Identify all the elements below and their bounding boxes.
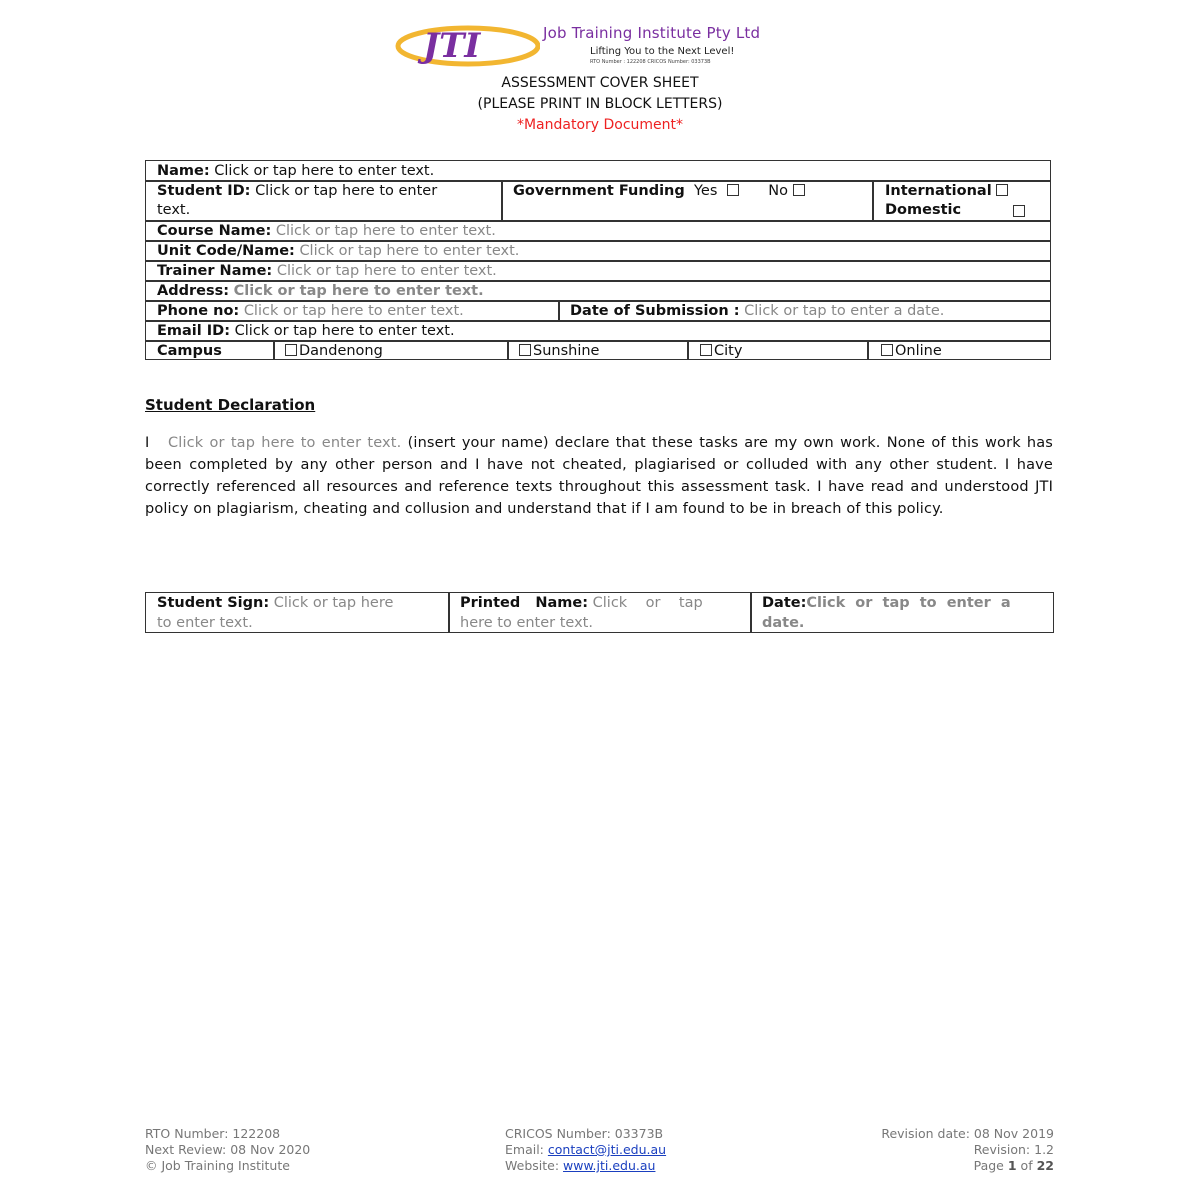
printed-name-cell	[460, 594, 703, 612]
organisation-tagline: Lifting You to the Next Level!	[590, 46, 735, 57]
page-prefix: Page	[973, 1158, 1004, 1173]
student-sign-label: Student Sign:	[157, 595, 270, 611]
government-funding-cell	[513, 182, 807, 200]
email-row	[157, 322, 455, 340]
unit-row	[157, 242, 519, 260]
campus-online-label: Online	[895, 343, 942, 359]
address-row	[157, 282, 484, 300]
footer-right	[881, 1126, 1054, 1174]
submission-date-cell	[570, 302, 944, 320]
footer-cricos-number: CRICOS Number: 03373B	[505, 1126, 664, 1141]
table-rule	[273, 340, 275, 360]
international-checkbox[interactable]	[996, 184, 1008, 196]
unit-code-field[interactable]: Click or tap here to enter text.	[299, 243, 520, 259]
campus-city-checkbox[interactable]	[700, 344, 712, 356]
phone-field[interactable]: Click or tap here to enter text.	[243, 303, 464, 319]
footer-email-label: Email:	[505, 1142, 544, 1157]
campus-online-checkbox[interactable]	[881, 344, 893, 356]
table-rule	[867, 340, 869, 360]
organisation-numbers: RTO Number : 122208 CRICOS Number: 03373B	[590, 59, 711, 65]
document-title: ASSESSMENT COVER SHEET	[501, 75, 699, 91]
mandatory-notice: *Mandatory Document*	[516, 117, 684, 133]
footer-rto-number: RTO Number: 122208	[145, 1126, 281, 1141]
domestic-checkbox[interactable]	[1013, 205, 1025, 217]
page-of: of	[1020, 1158, 1033, 1173]
logo-text: JTI	[423, 26, 481, 66]
phone-label: Phone no:	[157, 303, 240, 319]
funding-no-label: No	[768, 183, 788, 199]
footer-website-link[interactable]: www.jti.edu.au	[563, 1158, 656, 1173]
page-current: 1	[1007, 1158, 1017, 1173]
trainer-name-field[interactable]: Click or tap here to enter text.	[276, 263, 497, 279]
signature-date-field-cont[interactable]: date.	[762, 615, 805, 631]
footer-copyright: © Job Training Institute	[145, 1158, 290, 1173]
submission-date-label: Date of Submission :	[570, 303, 740, 319]
table-rule	[507, 340, 509, 360]
funding-yes-checkbox[interactable]	[727, 184, 739, 196]
student-id-field[interactable]: Click or tap here to enter	[255, 183, 438, 199]
table-rule	[687, 340, 689, 360]
campus-sunshine-checkbox[interactable]	[519, 344, 531, 356]
table-rule	[872, 180, 874, 220]
declaration-paragraph	[145, 432, 1053, 520]
declaration-prefix: I	[145, 435, 150, 451]
printed-name-cell-cont	[460, 614, 593, 632]
signature-date-field[interactable]: Click or tap to enter a	[806, 595, 1011, 611]
printed-name-field-cont[interactable]: here to enter text.	[460, 615, 593, 631]
table-rule	[448, 592, 450, 633]
unit-code-label: Unit Code/Name:	[157, 243, 295, 259]
student-id-label: Student ID:	[157, 183, 251, 199]
table-rule	[558, 300, 560, 320]
name-field[interactable]: Click or tap here to enter text.	[214, 163, 435, 179]
course-name-label: Course Name:	[157, 223, 272, 239]
address-field[interactable]: Click or tap here to enter text.	[233, 283, 484, 299]
footer-revision: Revision: 1.2	[973, 1142, 1054, 1157]
email-field[interactable]: Click or tap here to enter text.	[234, 323, 455, 339]
declaration-body: (insert your name) declare that these tasks are my own work. None of this work has been completed by any other person and I have not cheated, plagiarised or colluded with any other student. I have correctly referenced all resources and reference texts throughout this assessment task. I have read and understood JTI policy on plagiarism, cheating and collusion and understand that if I am found to be in breach of this policy.	[145, 435, 1054, 517]
organisation-name: Job Training Institute Pty Ltd	[543, 24, 761, 42]
signature-date-cell-cont	[762, 614, 804, 632]
international-label: International	[885, 183, 992, 199]
signature-date-cell	[762, 594, 1011, 612]
table-rule	[501, 180, 503, 220]
government-funding-label: Government Funding	[513, 183, 685, 199]
campus-label: Campus	[157, 343, 222, 359]
domestic-cell	[885, 201, 961, 219]
declaration-name-field[interactable]: Click or tap here to enter text.	[168, 435, 402, 451]
footer-website-line	[505, 1158, 666, 1174]
campus-option-city[interactable]	[700, 342, 742, 360]
international-cell	[885, 182, 1010, 200]
name-label: Name:	[157, 163, 210, 179]
footer-left	[145, 1126, 310, 1174]
course-row	[157, 222, 496, 240]
student-sign-field-cont[interactable]: to enter text.	[157, 615, 253, 631]
footer-email-link[interactable]: contact@jti.edu.au	[547, 1142, 667, 1157]
page-total: 22	[1036, 1158, 1054, 1173]
student-sign-field[interactable]: Click or tap here	[273, 595, 394, 611]
printed-name-field[interactable]: Click or tap	[592, 595, 703, 611]
campus-option-sunshine[interactable]	[519, 342, 599, 360]
course-name-field[interactable]: Click or tap here to enter text.	[275, 223, 496, 239]
signature-date-label: Date:	[762, 595, 807, 611]
campus-option-dandenong[interactable]	[285, 342, 383, 360]
student-sign-cell-cont	[157, 614, 253, 632]
name-row	[157, 162, 434, 180]
student-id-row-cont	[157, 201, 190, 219]
address-label: Address:	[157, 283, 230, 299]
footer-page-number	[881, 1158, 1054, 1174]
campus-label-cell	[157, 342, 222, 360]
declaration-heading: Student Declaration	[145, 396, 316, 414]
email-label: Email ID:	[157, 323, 231, 339]
campus-sunshine-label: Sunshine	[533, 343, 600, 359]
funding-yes-label: Yes	[693, 183, 718, 199]
submission-date-field[interactable]: Click or tap to enter a date.	[744, 303, 945, 319]
student-id-row	[157, 182, 437, 200]
footer-center	[505, 1126, 666, 1174]
campus-city-label: City	[714, 343, 743, 359]
footer-next-review: Next Review: 08 Nov 2020	[145, 1142, 311, 1157]
printed-name-label: Printed Name:	[460, 595, 589, 611]
footer-email-line	[505, 1142, 666, 1158]
campus-dandenong-checkbox[interactable]	[285, 344, 297, 356]
student-sign-cell	[157, 594, 393, 612]
footer-website-label: Website:	[505, 1158, 560, 1173]
phone-row	[157, 302, 464, 320]
table-rule	[750, 592, 752, 633]
trainer-name-label: Trainer Name:	[157, 263, 273, 279]
footer-revision-date: Revision date: 08 Nov 2019	[881, 1126, 1054, 1141]
campus-dandenong-label: Dandenong	[299, 343, 383, 359]
funding-no-checkbox[interactable]	[793, 184, 805, 196]
trainer-row	[157, 262, 497, 280]
document-subtitle: (PLEASE PRINT IN BLOCK LETTERS)	[477, 96, 723, 112]
domestic-label: Domestic	[885, 202, 962, 218]
campus-option-online[interactable]	[881, 342, 942, 360]
jti-logo	[390, 22, 540, 70]
student-id-field-cont[interactable]: text.	[157, 202, 191, 218]
